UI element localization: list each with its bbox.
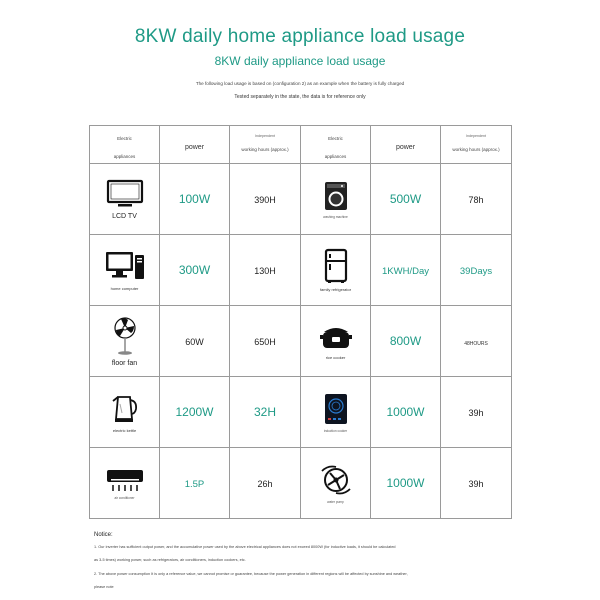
appliance-cell-home-computer bbox=[90, 235, 160, 306]
power-cell bbox=[371, 377, 441, 448]
washing-machine-icon bbox=[322, 180, 350, 212]
appliance-name: family refrigerator bbox=[319, 287, 352, 292]
hours-value: 39h bbox=[468, 479, 484, 489]
hours-value: 26h bbox=[257, 479, 273, 489]
table-row bbox=[90, 448, 512, 519]
page-subtitle: 8KW daily appliance load usage bbox=[214, 54, 386, 68]
header-hours-left-label: working hours (approx.) bbox=[241, 146, 289, 152]
appliance-cell-air-conditioner bbox=[90, 448, 160, 519]
header-appliances-left-line2: appliances bbox=[113, 153, 136, 159]
kettle-icon bbox=[110, 391, 140, 425]
hours-cell bbox=[441, 164, 512, 235]
hours-cell bbox=[230, 377, 301, 448]
power-cell bbox=[371, 235, 441, 306]
water-pump-icon bbox=[318, 463, 354, 497]
air-conditioner-icon bbox=[105, 467, 145, 493]
appliance-cell-floor-fan bbox=[90, 306, 160, 377]
hours-cell bbox=[230, 164, 301, 235]
power-cell bbox=[160, 235, 230, 306]
power-value: 800W bbox=[389, 334, 422, 348]
power-value: 300W bbox=[178, 263, 211, 277]
appliance-name: induction cooker bbox=[323, 428, 348, 433]
computer-icon bbox=[104, 249, 146, 283]
page-title: 8KW daily home appliance load usage bbox=[134, 26, 466, 47]
power-value: 60W bbox=[185, 337, 204, 347]
rice-cooker-icon bbox=[319, 322, 353, 352]
appliance-cell-rice-cooker bbox=[301, 306, 371, 377]
header-power-left-label: power bbox=[184, 143, 205, 151]
appliance-name: water pump bbox=[327, 499, 344, 504]
load-usage-table bbox=[89, 125, 512, 519]
hours-cell bbox=[230, 235, 301, 306]
appliance-name: air conditioner bbox=[114, 495, 135, 500]
notice-line-3: 2. The above power consumption It is only a reference value, we cannot promise or guarantee, because the power generation in different regions will be affected by sunshine and weather, bbox=[94, 572, 408, 576]
table-row bbox=[90, 164, 512, 235]
hours-value: 39Days bbox=[459, 266, 493, 277]
hours-cell bbox=[441, 306, 512, 377]
hours-value: 32H bbox=[253, 405, 276, 419]
hours-cell bbox=[230, 306, 301, 377]
header-power-right-label: power bbox=[395, 143, 416, 151]
tv-icon bbox=[106, 179, 144, 209]
header-appliances-left-line1: Electric bbox=[117, 135, 132, 141]
header-hours-right-label: working hours (approx.) bbox=[452, 146, 500, 152]
header-power-left bbox=[160, 126, 230, 164]
hours-value: 650H bbox=[254, 337, 276, 347]
power-cell bbox=[371, 306, 441, 377]
appliance-cell-lcd-tv bbox=[90, 164, 160, 235]
appliance-name: electric kettle bbox=[112, 428, 137, 433]
power-cell bbox=[371, 448, 441, 519]
header-appliances-right-line2: appliances bbox=[324, 153, 347, 159]
power-cell bbox=[371, 164, 441, 235]
induction-cooker-icon bbox=[323, 392, 349, 426]
hours-value: 390H bbox=[254, 195, 276, 205]
power-value: 100W bbox=[178, 192, 211, 206]
power-value: 1.5P bbox=[184, 479, 205, 490]
power-value: 1000W bbox=[386, 405, 425, 419]
hours-cell bbox=[441, 377, 512, 448]
hours-value: 48HOURS bbox=[464, 341, 488, 347]
hours-cell bbox=[441, 448, 512, 519]
power-cell bbox=[160, 306, 230, 377]
hours-value: 78h bbox=[468, 195, 484, 205]
header-appliances-right bbox=[301, 126, 371, 164]
appliance-cell-induction-cooker bbox=[301, 377, 371, 448]
table-header-row bbox=[90, 126, 512, 164]
power-cell bbox=[160, 164, 230, 235]
power-cell bbox=[160, 448, 230, 519]
description-line-1: The following load usage is based on (configuration 2) as an example when the battery is fully charged bbox=[195, 81, 405, 86]
notice-title: Notice: bbox=[94, 532, 113, 538]
description-line-2: Tested separately in the state, the data is for reference only bbox=[234, 94, 366, 100]
hours-value: 130H bbox=[254, 266, 276, 276]
header-hours-left bbox=[230, 126, 301, 164]
hours-cell bbox=[441, 235, 512, 306]
appliance-name: home computer bbox=[110, 286, 139, 291]
header-hours-left-small: Independent bbox=[255, 133, 275, 138]
appliance-cell-washing-machine bbox=[301, 164, 371, 235]
power-value: 1000W bbox=[386, 476, 425, 490]
notice-line-1: 1. Our inverter has sufficient output power, and the accumulative power used by the above electrical appliances does not exceed 8000W (for inductive loads, it should be calculated bbox=[94, 545, 396, 549]
refrigerator-icon bbox=[321, 248, 351, 284]
notice-line-2: as 3-5 times) working power, such as refrigerators, air conditioners, induction cookers, etc. bbox=[94, 558, 246, 562]
header-appliances-left bbox=[90, 126, 160, 164]
header-hours-right bbox=[441, 126, 512, 164]
table-row bbox=[90, 377, 512, 448]
fan-icon bbox=[110, 316, 140, 356]
notice-line-4: please note bbox=[94, 585, 114, 589]
hours-value: 39h bbox=[468, 408, 484, 418]
appliance-cell-refrigerator bbox=[301, 235, 371, 306]
hours-cell bbox=[230, 448, 301, 519]
header-hours-right-small: Independent bbox=[466, 133, 486, 138]
header-appliances-right-line1: Electric bbox=[328, 135, 343, 141]
appliance-cell-electric-kettle bbox=[90, 377, 160, 448]
appliance-name: washing machine bbox=[323, 214, 348, 219]
appliance-name: LCD TV bbox=[112, 212, 137, 220]
power-value: 1200W bbox=[175, 405, 214, 419]
appliance-name: floor fan bbox=[111, 359, 138, 367]
power-value: 1KWH/Day bbox=[382, 266, 429, 277]
appliance-name: rice cooker bbox=[325, 355, 346, 360]
table-row bbox=[90, 235, 512, 306]
header-power-right bbox=[371, 126, 441, 164]
appliance-cell-water-pump bbox=[301, 448, 371, 519]
table-row bbox=[90, 306, 512, 377]
power-value: 500W bbox=[389, 192, 422, 206]
power-cell bbox=[160, 377, 230, 448]
